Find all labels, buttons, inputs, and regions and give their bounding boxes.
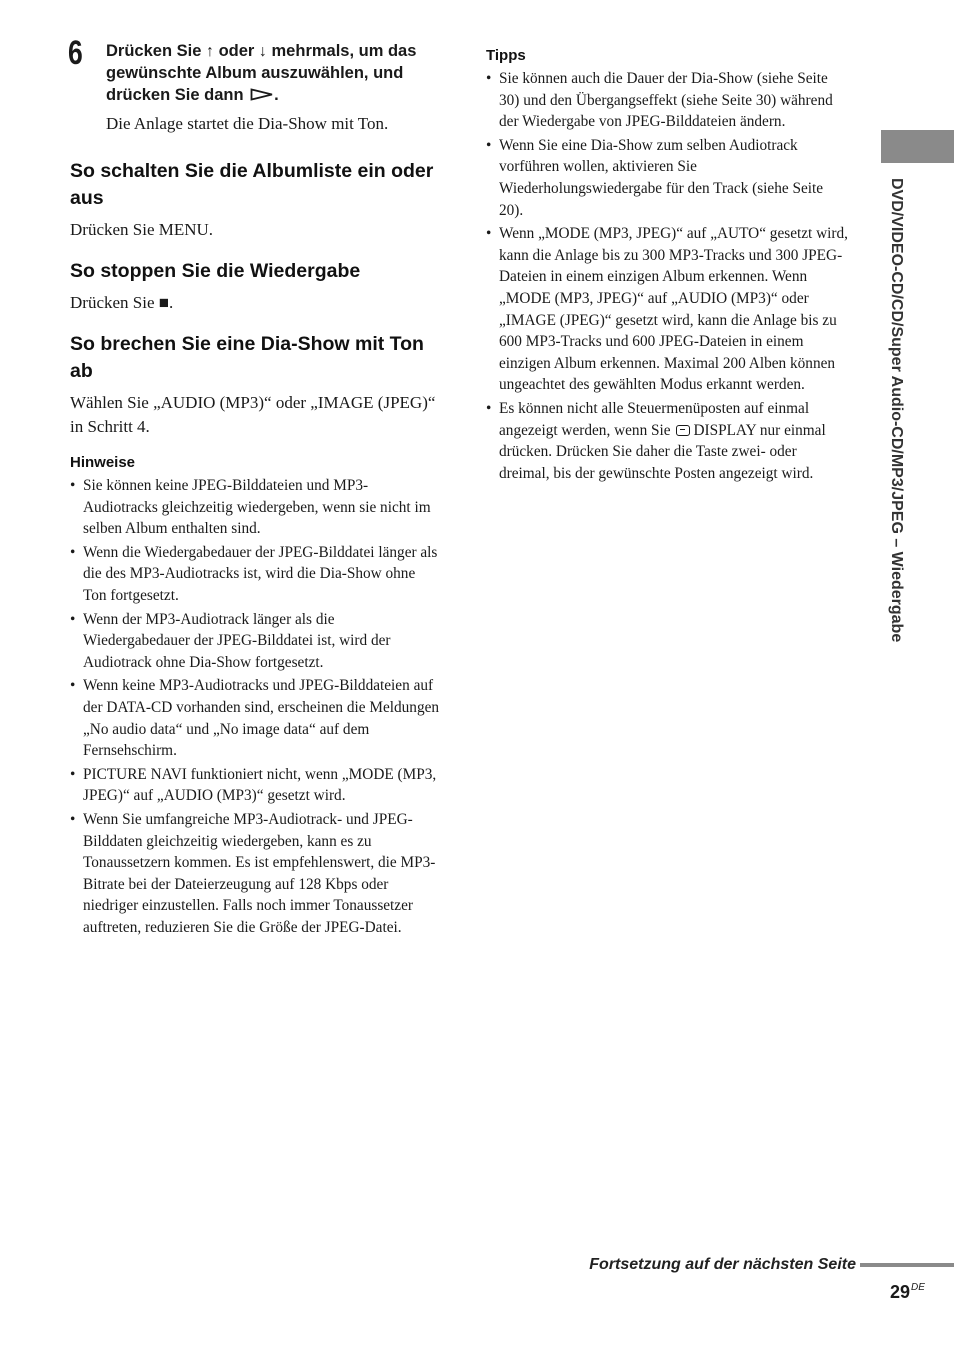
stop-icon: ■	[158, 293, 170, 312]
step-instruction: Drücken Sie ↑ oder ↓ mehrmals, um das gewünschte Album auszuwählen, und drücken Sie dann .	[106, 42, 417, 104]
section-tab-marker	[881, 130, 954, 163]
list-item: • Wenn Sie umfangreiche MP3-Audiotrack- und JPEG-Bilddaten gleichzeitig wiedergeben, kann es zu Tonaussetzern kommen. Es ist empfehlenswert, die MP3-Bitrate bei der Dateierzeugung auf 128 Kbps oder niedriger einzustellen. Falls noch immer Tonaussetzer auftreten, reduzieren Sie die Größe der JPEG-Datei.	[70, 810, 436, 936]
section-body: Drücken Sie ■.	[70, 293, 174, 312]
section-body: Drücken Sie MENU.	[70, 220, 214, 239]
bullet: •	[486, 225, 492, 243]
down-arrow-icon: ↓	[258, 43, 267, 60]
hinweise-heading: Hinweise	[70, 454, 136, 471]
play-enter-icon	[250, 88, 274, 101]
display-icon	[676, 425, 690, 436]
bullet: •	[70, 543, 76, 561]
continuation-bar	[860, 1263, 954, 1267]
tipps-list	[486, 68, 850, 484]
section-dia-show-abbrechen	[70, 331, 442, 439]
section-title: So stoppen Sie die Wiedergabe	[70, 260, 361, 282]
bullet: •	[70, 477, 76, 494]
tipps-heading: Tipps	[486, 47, 526, 64]
section-body: Wählen Sie „AUDIO (MP3)“ oder „IMAGE (JPEG)“ in Schritt 4.	[70, 393, 436, 436]
up-arrow-icon: ↑	[205, 43, 214, 60]
bullet: •	[70, 677, 76, 695]
section-albumliste	[70, 158, 442, 242]
bullet: •	[70, 610, 76, 628]
list-item: • Sie können auch die Dauer der Dia-Show (siehe Seite 30) und den Übergangseffekt (siehe Seite 30) während der Wiedergabe von JPEG-Bilddateien ändern.	[486, 70, 833, 131]
bullet: •	[70, 765, 76, 783]
left-column	[68, 34, 442, 940]
right-column	[486, 46, 850, 486]
side-chapter-title: DVD/VIDEO-CD/CD/Super Audio-CD/MP3/JPEG – Wiedergabe	[888, 178, 905, 643]
list-item: • Wenn keine MP3-Audiotracks und JPEG-Bilddateien auf der DATA-CD vorhanden sind, erscheinen die Meldungen „No audio data“ und „No image data“ auf dem Fernsehschirm.	[70, 677, 440, 760]
list-item: • PICTURE NAVI funktioniert nicht, wenn „MODE (MP3, JPEG)“ auf „AUDIO (MP3)“ gesetzt wird.	[70, 765, 437, 805]
list-item: • Wenn die Wiedergabedauer der JPEG-Bilddatei länger als die des MP3-Audiotracks ist, wird die Dia-Show ohne Ton fortgesetzt.	[70, 543, 438, 604]
list-item: • Wenn der MP3-Audiotrack länger als die Wiedergabedauer der JPEG-Bilddatei ist, wird der Audiotrack ohne Dia-Show fortgesetzt.	[70, 610, 391, 671]
hinweise-block	[70, 453, 442, 938]
section-stoppen	[70, 258, 442, 315]
section-title: So schalten Sie die Albumliste ein oder aus	[70, 160, 434, 209]
step-number: 6	[68, 34, 83, 72]
bullet: •	[486, 136, 492, 154]
hinweise-list	[70, 475, 442, 938]
step-6	[68, 34, 442, 136]
step-result: Die Anlage startet die Dia-Show mit Ton.	[106, 114, 389, 133]
section-title: So brechen Sie eine Dia-Show mit Ton ab	[70, 333, 424, 382]
bullet: •	[70, 810, 76, 828]
list-item: • Sie können keine JPEG-Bilddateien und MP3-Audiotracks gleichzeitig wiedergeben, wenn sie nicht im selben Album enthalten sind.	[70, 477, 431, 538]
continuation-row	[589, 1256, 954, 1274]
list-item: • Wenn Sie eine Dia-Show zum selben Audiotrack vorführen wollen, aktivieren Sie Wiederholungswiedergabe für den Track (siehe Seite 20).	[486, 136, 824, 219]
list-item: • Es können nicht alle Steuermenüposten auf einmal angezeigt werden, wenn Sie DISPLAY nur einmal drücken. Drücken Sie daher die Taste zwei- oder dreimal, bis der gewünschte Posten angezeigt wird.	[486, 399, 826, 482]
page-number: 29DE	[890, 1282, 925, 1302]
bullet: •	[486, 399, 492, 417]
continuation-text: Fortsetzung auf der nächsten Seite	[589, 1256, 856, 1273]
bullet: •	[486, 70, 492, 87]
list-item: • Wenn „MODE (MP3, JPEG)“ auf „AUTO“ gesetzt wird, kann die Anlage bis zu 300 MP3-Tracks und 300 JPEG-Dateien in einem einzigen Album erkennen. Wenn „MODE (MP3, JPEG)“ auf „AUDIO (MP3)“ oder „IMAGE (JPEG)“ gesetzt wird, kann die Anlage bis zu 600 MP3-Tracks und 600 JPEG-Dateien in einem einzigen Album erkennen. Maximal 200 Alben können ungeachtet des gewählten Modus erkannt werden.	[486, 225, 848, 394]
